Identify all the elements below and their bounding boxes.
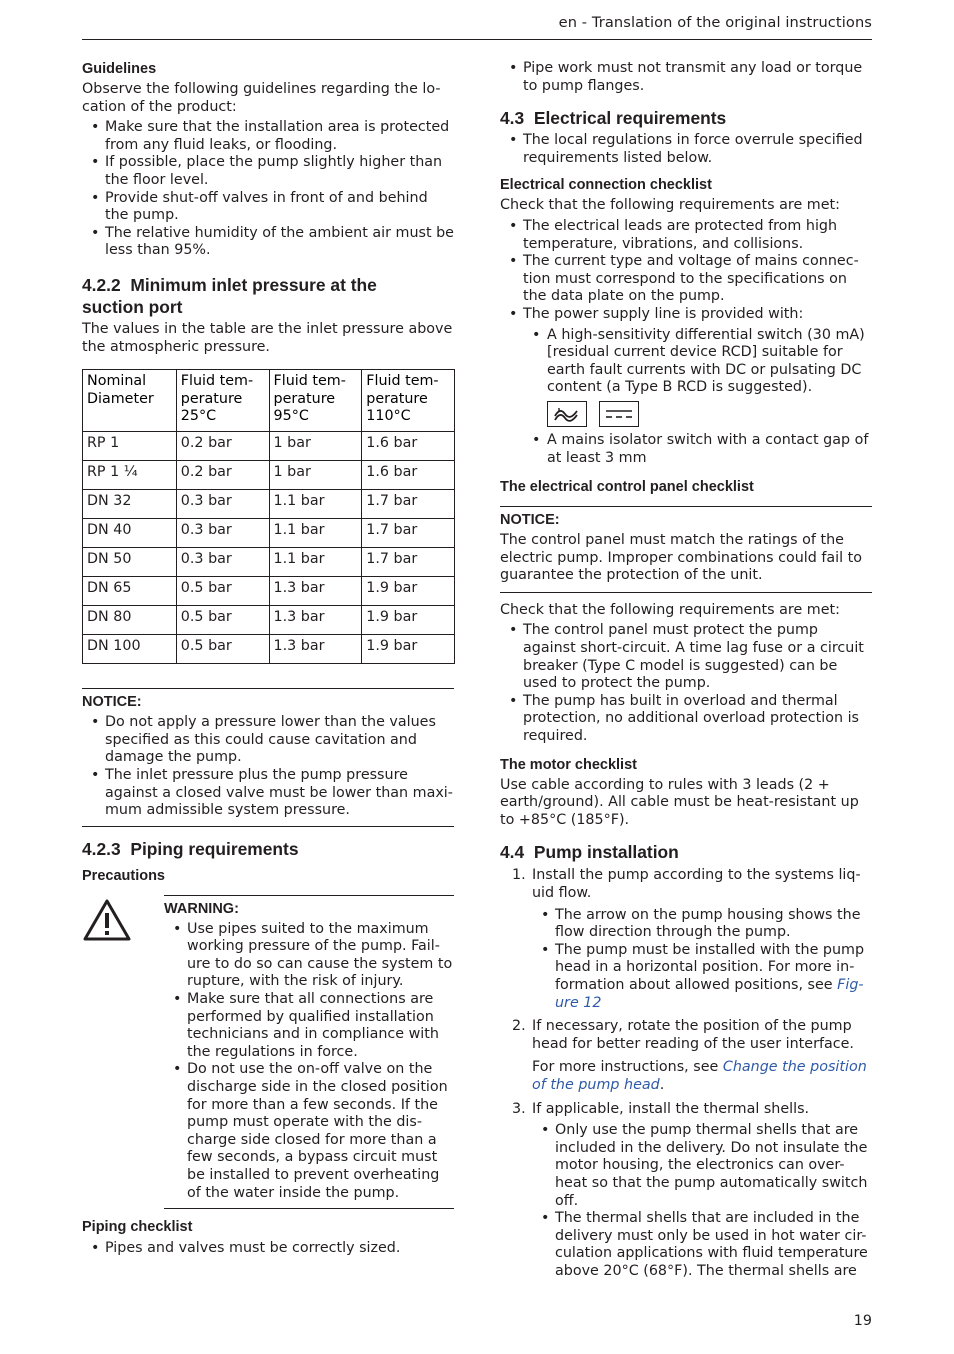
list-item: • Only use the pump thermal shells that are included in the delivery. Do not insulate the motor housing, the electronics can over-heat so that the pump automatically switch off.: [532, 1122, 872, 1210]
table-cell: 1.7 bar: [362, 519, 455, 548]
installation-steps: [500, 867, 872, 1280]
list-item: • A mains isolator switch with a contact gap of at least 3 mm: [523, 432, 872, 467]
list-item: • The relative humidity of the ambient air must be less than 95%.: [82, 225, 454, 260]
step-number: 1.: [512, 867, 526, 884]
table-row: [83, 548, 455, 577]
list-item: • The pump has built in overload and thermal protection, no additional overload protection is required.: [500, 693, 872, 746]
rcd-symbols: [547, 401, 872, 427]
step-item: [500, 867, 872, 1012]
step-item: [500, 1101, 872, 1281]
list-item: • The pump must be installed with the pump head in a horizontal position. For more in-formation about allowed positions, see Fig-ure 12: [532, 942, 872, 1012]
list-item: • Pipe work must not transmit any load or torque to pump flanges.: [500, 60, 872, 95]
table-cell: RP 1 ¼: [83, 461, 177, 490]
header-cell: Fluid tem- perature 95°C: [269, 370, 362, 432]
table-cell: 1.7 bar: [362, 490, 455, 519]
left-column: [82, 58, 454, 1258]
list-item: • If possible, place the pump slightly higher than the floor level.: [82, 154, 454, 189]
section-4-2-3-heading: [82, 838, 454, 860]
figure-12-link[interactable]: Fig-ure 12: [555, 976, 864, 1011]
table-cell: 0.2 bar: [176, 432, 269, 461]
notice-text: The control panel must match the ratings of the electric pump. Improper combinations could fail to guarantee the protection of the unit.: [500, 532, 863, 584]
section-number: 4.3: [500, 108, 525, 129]
section-title: Pump installation: [533, 842, 679, 863]
table-cell: 1.3 bar: [269, 606, 362, 635]
list-item: • The thermal shells that are included in the delivery must only be used in hot water cir-culation applications with fluid temperature above 20°C (68°F). The thermal shells are: [532, 1210, 872, 1280]
table-cell: 1.9 bar: [362, 606, 455, 635]
electrical-intro-list: [500, 132, 872, 167]
table-cell: 1.1 bar: [269, 548, 362, 577]
table-cell: 0.2 bar: [176, 461, 269, 490]
table-cell: DN 50: [83, 548, 177, 577]
section-title: suction port: [82, 296, 183, 317]
table-cell: 1.3 bar: [269, 577, 362, 606]
table-header-row: [83, 370, 455, 432]
list-item: • Provide shut-off valves in front of and behind the pump.: [82, 190, 454, 225]
motor-checklist-heading: The motor checklist: [500, 756, 637, 773]
table-cell: DN 100: [83, 635, 177, 664]
table-cell: 1.7 bar: [362, 548, 455, 577]
list-item-text: The power supply line is provided with:: [523, 305, 804, 322]
connection-list: [500, 218, 872, 397]
step-item: [500, 1018, 872, 1094]
table-cell: 1.1 bar: [269, 490, 362, 519]
table-cell: 1.9 bar: [362, 577, 455, 606]
notice-list: [82, 714, 454, 820]
page-number: 19: [853, 1313, 872, 1329]
table-cell: 1 bar: [269, 432, 362, 461]
section-title: Electrical requirements: [533, 108, 727, 129]
table-row: [83, 519, 455, 548]
table-cell: 1.6 bar: [362, 432, 455, 461]
guidelines-intro: Observe the following guidelines regarding the lo-cation of the product:: [82, 81, 441, 115]
warning-label: WARNING:: [164, 900, 239, 917]
notice-label: NOTICE:: [82, 694, 142, 711]
list-item: • The arrow on the pump housing shows the flow direction through the pump.: [532, 907, 872, 942]
section-number: 4.4: [500, 842, 525, 863]
table-cell: 1.1 bar: [269, 519, 362, 548]
right-column: [500, 58, 872, 1280]
section-4-3-heading: [500, 107, 872, 129]
warning-list: [164, 921, 454, 1203]
list-item: • The control panel must protect the pump against short-circuit. A time lag fuse or a circuit breaker (Type C model is suggested) can be used to protect the pump.: [500, 622, 872, 692]
table-cell: 1 bar: [269, 461, 362, 490]
step-sub-list: [532, 1122, 872, 1280]
supply-list: [523, 327, 872, 397]
section-4-2-2-heading: [82, 274, 454, 318]
list-item: • The current type and voltage of mains connec-tion must correspond to the specifications on the data plate on the pump.: [500, 253, 872, 306]
change-pump-head-link[interactable]: Change the position of the pump head: [532, 1059, 867, 1093]
notice-box: [500, 506, 872, 593]
table-row: [83, 606, 455, 635]
notice-label: NOTICE:: [500, 512, 560, 529]
list-item: • Make sure that the installation area is protected from any fluid leaks, or flooding.: [82, 119, 454, 154]
list-item: • Do not use the on-off valve on the discharge side in the closed position for more than a few seconds. If the pump must operate with the dis-charge side closed for more than a few seconds, a bypass circuit must be installed to prevent overheating of the water inside the pump.: [164, 1061, 454, 1202]
motor-text: Use cable according to rules with 3 leads (2 + earth/ground). All cable must be heat-resistant up to +85°C (185°F).: [500, 776, 859, 828]
list-item: [500, 306, 872, 397]
list-item: • Do not apply a pressure lower than the values specified as this could cause cavitation and damage the pump.: [82, 714, 454, 767]
panel-intro: Check that the following requirements are met:: [500, 601, 840, 618]
dc-current-icon: [599, 401, 639, 427]
step-number: 3.: [512, 1100, 526, 1117]
table-intro: The values in the table are the inlet pressure above the atmospheric pressure.: [82, 320, 453, 355]
connection-checklist-heading: Electrical connection checklist: [500, 177, 712, 194]
table-cell: 0.5 bar: [176, 606, 269, 635]
guidelines-list: [82, 119, 454, 260]
precautions-heading: Precautions: [82, 867, 165, 884]
list-item: • A high-sensitivity differential switch (30 mA) [residual current device RCD] suitable for earth fault currents with DC or pulsating DC content (a Type B RCD is suggested).: [523, 327, 872, 397]
table-cell: 1.6 bar: [362, 461, 455, 490]
list-item: • The inlet pressure plus the pump pressure against a closed valve must be lower than maxi-mum admissible system pressure.: [82, 767, 454, 820]
step-text: If applicable, install the thermal shells.: [532, 1100, 810, 1117]
header-cell: Fluid tem- perature 25°C: [176, 370, 269, 432]
header-cell: Fluid tem- perature 110°C: [362, 370, 455, 432]
step-number: 2.: [512, 1018, 526, 1035]
page-header: [82, 14, 872, 40]
table-cell: 0.3 bar: [176, 490, 269, 519]
control-panel-heading: The electrical control panel checklist: [500, 479, 754, 496]
section-title: Minimum inlet pressure at the: [130, 274, 377, 295]
table-cell: 0.5 bar: [176, 577, 269, 606]
table-row: [83, 577, 455, 606]
list-item: • Make sure that all connections are performed by qualified installation technicians and in compliance with the regulations in force.: [164, 991, 454, 1061]
piping-checklist-heading: Piping checklist: [82, 1219, 193, 1236]
section-number: 4.2.2: [82, 274, 121, 295]
pulsating-dc-icon: [547, 401, 587, 427]
notice-box: [82, 688, 454, 827]
table-row: [83, 635, 455, 664]
piping-checklist: [82, 1240, 454, 1258]
panel-list: [500, 622, 872, 745]
table-cell: DN 32: [83, 490, 177, 519]
table-row: [83, 461, 455, 490]
table-cell: DN 40: [83, 519, 177, 548]
table-cell: DN 80: [83, 606, 177, 635]
table-row: [83, 432, 455, 461]
supply-list-continued: [523, 432, 872, 467]
table-cell: 0.3 bar: [176, 548, 269, 577]
warning-triangle-icon: [82, 898, 132, 942]
header-title: en - Translation of the original instructions: [558, 14, 872, 31]
list-item: • Pipes and valves must be correctly sized.: [82, 1240, 454, 1258]
table-cell: 1.9 bar: [362, 635, 455, 664]
section-number: 4.2.3: [82, 838, 121, 859]
list-item: • Use pipes suited to the maximum working pressure of the pump. Fail-ure to do so can cause the system to rupture, with the risk of injury.: [164, 921, 454, 991]
list-item: • The local regulations in force overrule specified requirements listed below.: [500, 132, 872, 167]
warning-block: [82, 895, 454, 1210]
step-sub-list: [532, 907, 872, 1013]
section-4-4-heading: [500, 841, 872, 863]
step-text: Install the pump according to the systems liq-uid flow.: [532, 867, 861, 901]
table-cell: 1.3 bar: [269, 635, 362, 664]
step-text: If necessary, rotate the position of the pump head for better reading of the user interface.: [532, 1018, 854, 1052]
piping-continued-list: [500, 60, 872, 95]
guidelines-heading: Guidelines: [82, 61, 157, 77]
inlet-pressure-table: [82, 369, 455, 664]
table-cell: 0.3 bar: [176, 519, 269, 548]
warning-box: [164, 895, 454, 1210]
header-cell: Nominal Diameter: [83, 370, 177, 432]
section-title: Piping requirements: [130, 838, 299, 859]
table-cell: RP 1: [83, 432, 177, 461]
connection-intro: Check that the following requirements are met:: [500, 197, 840, 214]
table-cell: 0.5 bar: [176, 635, 269, 664]
table-row: [83, 490, 455, 519]
step-more-text: For more instructions, see Change the position of the pump head.: [532, 1059, 867, 1093]
table-cell: DN 65: [83, 577, 177, 606]
list-item: • The electrical leads are protected from high temperature, vibrations, and collisions.: [500, 218, 872, 253]
